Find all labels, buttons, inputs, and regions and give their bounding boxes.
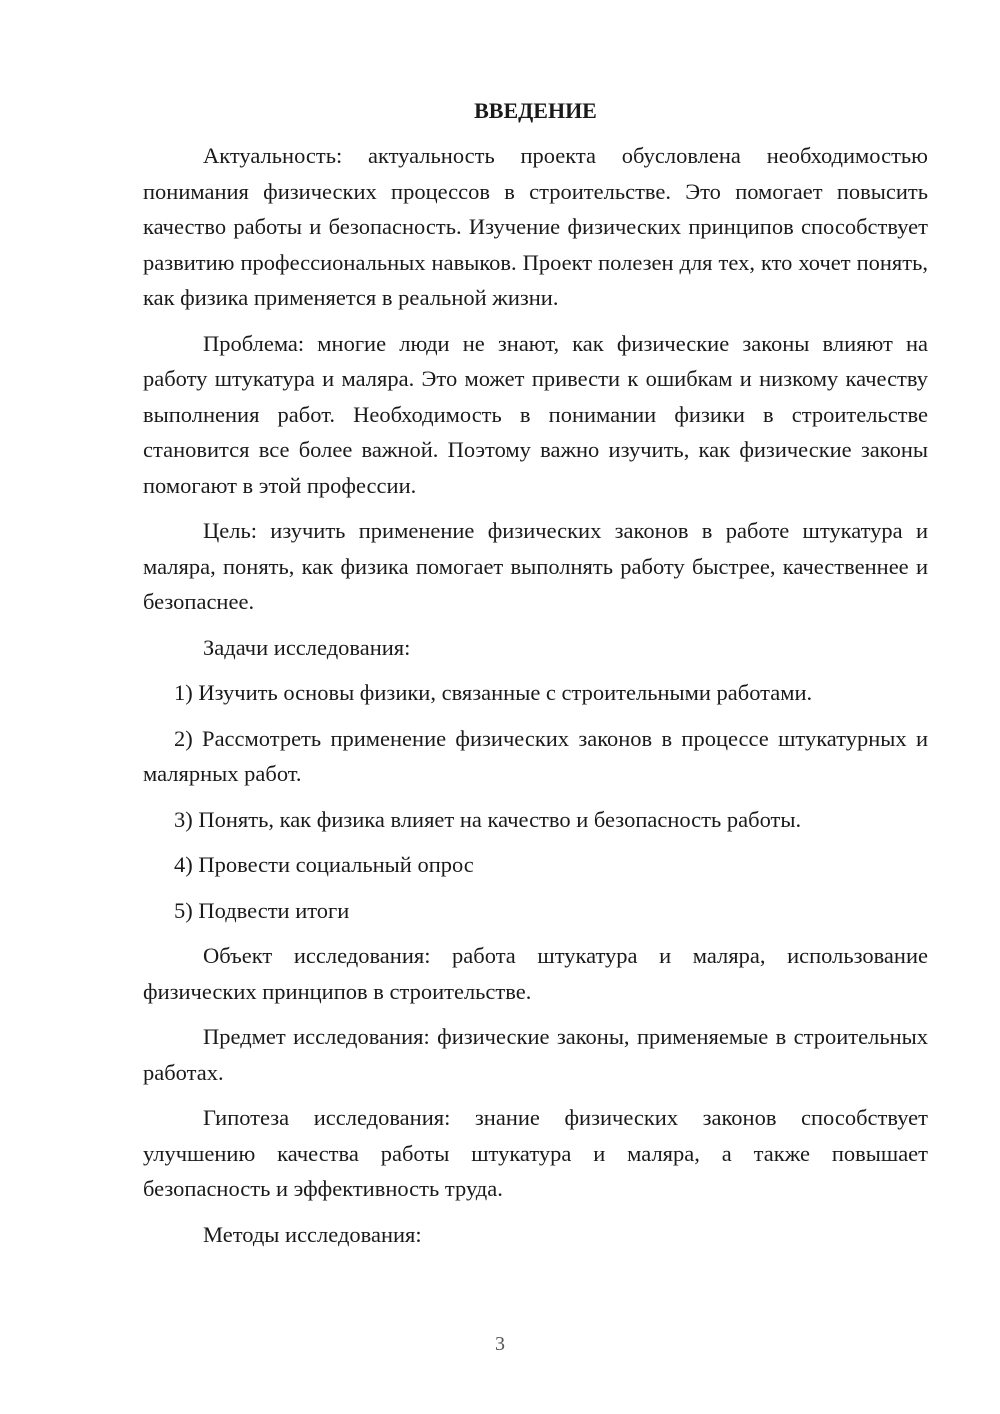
paragraph-relevance: Актуальность: актуальность проекта обусловлена необходимостью понимания физических процессов в строительстве. Это помогает повысить качество работы и безопасность. Изучение физических принципов способствует развитию профессиональных навыков. Проект полезен для тех, кто хочет понять, как физика применяется в реальной жизни.: [143, 143, 928, 310]
paragraph-goal: Цель: изучить применение физических законов в работе штукатура и маляра, понять, как физика помогает выполнять работу быстрее, качественнее и безопаснее.: [143, 518, 928, 614]
task-item-1: 1) Изучить основы физики, связанные с строительными работами.: [174, 680, 813, 705]
paragraph-object: Объект исследования: работа штукатура и маляра, использование физических принципов в строительстве.: [143, 943, 928, 1004]
task-item-2: 2) Рассмотреть применение физических законов в процессе штукатурных и малярных работ.: [143, 725, 928, 786]
paragraph-subject: Предмет исследования: физические законы, применяемые в строительных работах.: [143, 1024, 928, 1085]
paragraph-problem: Проблема: многие люди не знают, как физические законы влияют на работу штукатура и маляра. Это может привести к ошибкам и низкому качеству выполнения работ. Необходимость в понимании физики в строительстве становится все более важной. Поэтому важно изучить, как физические законы помогают в этой профессии.: [143, 330, 928, 498]
paragraph-tasks-heading: Задачи исследования:: [203, 634, 411, 660]
task-item-5: 5) Подвести итоги: [174, 897, 350, 923]
paragraph-methods-heading: Методы исследования:: [203, 1221, 422, 1247]
task-item-4: 4) Провести социальный опрос: [174, 852, 474, 877]
section-title: ВВЕДЕНИЕ: [474, 98, 597, 123]
page-number: 3: [495, 1333, 505, 1355]
paragraph-hypothesis: Гипотеза исследования: знание физических законов способствует улучшению качества работы штукатура и маляра, а также повышает безопасность и эффективность труда.: [143, 1105, 928, 1201]
task-item-3: 3) Понять, как физика влияет на качество и безопасность работы.: [174, 806, 802, 832]
page-content: [143, 95, 928, 1262]
